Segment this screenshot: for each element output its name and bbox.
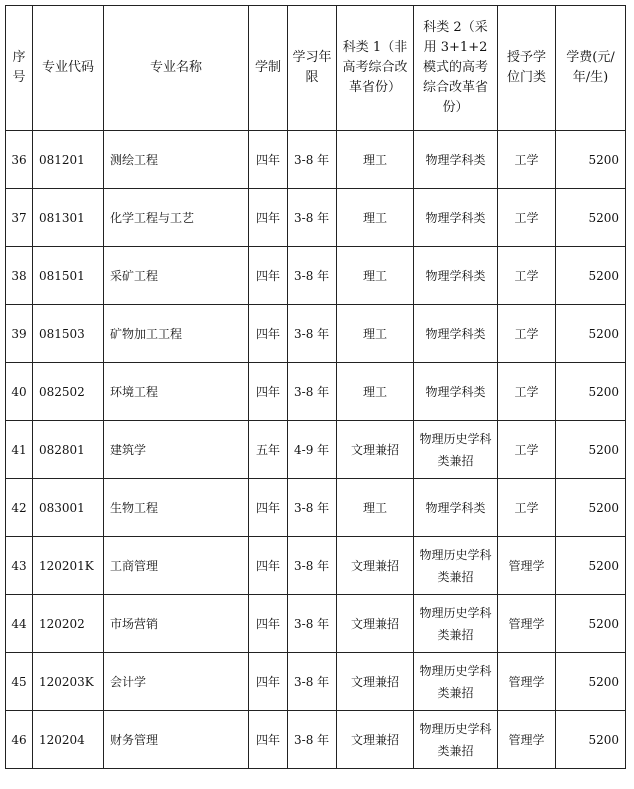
cell-years: 3-8 年	[288, 131, 337, 189]
cell-code: 081201	[33, 131, 104, 189]
cell-name: 化学工程与工艺	[104, 189, 249, 247]
cell-code: 082502	[33, 363, 104, 421]
cell-fee: 5200	[556, 711, 626, 769]
cell-degree: 工学	[498, 305, 556, 363]
cell-fee: 5200	[556, 131, 626, 189]
cell-fee: 5200	[556, 537, 626, 595]
table-row	[6, 189, 626, 247]
cell-seq: 43	[6, 537, 33, 595]
cell-degree: 管理学	[498, 711, 556, 769]
cell-seq: 37	[6, 189, 33, 247]
cell-code: 120203K	[33, 653, 104, 711]
header-duration: 学制	[249, 6, 288, 131]
cell-subject2: 物理历史学科类兼招	[414, 595, 498, 653]
cell-seq: 36	[6, 131, 33, 189]
header-subject2: 科类 2（采用 3+1+2 模式的高考综合改革省份）	[414, 6, 498, 131]
table-row	[6, 537, 626, 595]
cell-subject2: 物理学科类	[414, 479, 498, 537]
cell-degree: 管理学	[498, 653, 556, 711]
cell-name: 工商管理	[104, 537, 249, 595]
cell-degree: 工学	[498, 421, 556, 479]
table-body	[6, 131, 626, 769]
cell-subject1: 理工	[337, 305, 414, 363]
header-row	[6, 6, 626, 131]
cell-duration: 四年	[249, 189, 288, 247]
cell-subject1: 理工	[337, 131, 414, 189]
header-degree: 授予学位门类	[498, 6, 556, 131]
cell-duration: 四年	[249, 653, 288, 711]
cell-fee: 5200	[556, 247, 626, 305]
cell-duration: 四年	[249, 711, 288, 769]
cell-fee: 5200	[556, 363, 626, 421]
cell-code: 120202	[33, 595, 104, 653]
cell-code: 120204	[33, 711, 104, 769]
cell-subject1: 文理兼招	[337, 711, 414, 769]
cell-years: 3-8 年	[288, 653, 337, 711]
cell-subject2: 物理历史学科类兼招	[414, 421, 498, 479]
cell-degree: 工学	[498, 479, 556, 537]
cell-subject2: 物理学科类	[414, 363, 498, 421]
cell-years: 3-8 年	[288, 595, 337, 653]
cell-seq: 40	[6, 363, 33, 421]
header-seq: 序号	[6, 6, 33, 131]
header-code: 专业代码	[33, 6, 104, 131]
table-row	[6, 305, 626, 363]
cell-duration: 四年	[249, 595, 288, 653]
cell-years: 3-8 年	[288, 537, 337, 595]
cell-subject2: 物理历史学科类兼招	[414, 711, 498, 769]
cell-name: 生物工程	[104, 479, 249, 537]
cell-fee: 5200	[556, 305, 626, 363]
cell-subject2: 物理学科类	[414, 189, 498, 247]
table-row	[6, 363, 626, 421]
cell-degree: 工学	[498, 189, 556, 247]
header-subject1: 科类 1（非高考综合改革省份）	[337, 6, 414, 131]
cell-subject2: 物理历史学科类兼招	[414, 653, 498, 711]
cell-code: 120201K	[33, 537, 104, 595]
header-name: 专业名称	[104, 6, 249, 131]
cell-duration: 四年	[249, 479, 288, 537]
cell-degree: 工学	[498, 247, 556, 305]
cell-seq: 38	[6, 247, 33, 305]
cell-code: 083001	[33, 479, 104, 537]
cell-duration: 四年	[249, 537, 288, 595]
cell-seq: 45	[6, 653, 33, 711]
cell-seq: 42	[6, 479, 33, 537]
cell-subject1: 文理兼招	[337, 595, 414, 653]
cell-fee: 5200	[556, 595, 626, 653]
cell-fee: 5200	[556, 653, 626, 711]
table-row	[6, 653, 626, 711]
cell-degree: 管理学	[498, 537, 556, 595]
cell-fee: 5200	[556, 479, 626, 537]
table-row	[6, 131, 626, 189]
cell-subject2: 物理学科类	[414, 247, 498, 305]
cell-years: 3-8 年	[288, 711, 337, 769]
cell-years: 4-9 年	[288, 421, 337, 479]
cell-degree: 工学	[498, 131, 556, 189]
table-row	[6, 711, 626, 769]
cell-subject1: 理工	[337, 479, 414, 537]
table-row	[6, 421, 626, 479]
cell-name: 财务管理	[104, 711, 249, 769]
cell-seq: 46	[6, 711, 33, 769]
cell-years: 3-8 年	[288, 189, 337, 247]
cell-years: 3-8 年	[288, 247, 337, 305]
cell-subject2: 物理学科类	[414, 305, 498, 363]
cell-duration: 四年	[249, 305, 288, 363]
cell-name: 会计学	[104, 653, 249, 711]
cell-name: 环境工程	[104, 363, 249, 421]
cell-subject2: 物理历史学科类兼招	[414, 537, 498, 595]
cell-name: 采矿工程	[104, 247, 249, 305]
cell-code: 082801	[33, 421, 104, 479]
cell-degree: 工学	[498, 363, 556, 421]
cell-name: 矿物加工工程	[104, 305, 249, 363]
cell-degree: 管理学	[498, 595, 556, 653]
cell-subject1: 理工	[337, 363, 414, 421]
cell-years: 3-8 年	[288, 479, 337, 537]
cell-name: 测绘工程	[104, 131, 249, 189]
cell-subject1: 理工	[337, 189, 414, 247]
cell-fee: 5200	[556, 189, 626, 247]
cell-duration: 四年	[249, 247, 288, 305]
table-row	[6, 595, 626, 653]
cell-duration: 五年	[249, 421, 288, 479]
cell-code: 081501	[33, 247, 104, 305]
table-row	[6, 247, 626, 305]
cell-subject1: 文理兼招	[337, 653, 414, 711]
cell-duration: 四年	[249, 363, 288, 421]
table-row	[6, 479, 626, 537]
cell-name: 建筑学	[104, 421, 249, 479]
cell-years: 3-8 年	[288, 363, 337, 421]
header-fee: 学费(元/年/生)	[556, 6, 626, 131]
cell-seq: 39	[6, 305, 33, 363]
major-table	[5, 5, 626, 769]
cell-years: 3-8 年	[288, 305, 337, 363]
cell-code: 081301	[33, 189, 104, 247]
cell-subject1: 文理兼招	[337, 421, 414, 479]
cell-subject2: 物理学科类	[414, 131, 498, 189]
cell-fee: 5200	[556, 421, 626, 479]
cell-seq: 44	[6, 595, 33, 653]
cell-duration: 四年	[249, 131, 288, 189]
cell-subject1: 文理兼招	[337, 537, 414, 595]
cell-name: 市场营销	[104, 595, 249, 653]
header-years: 学习年限	[288, 6, 337, 131]
cell-code: 081503	[33, 305, 104, 363]
cell-seq: 41	[6, 421, 33, 479]
cell-subject1: 理工	[337, 247, 414, 305]
